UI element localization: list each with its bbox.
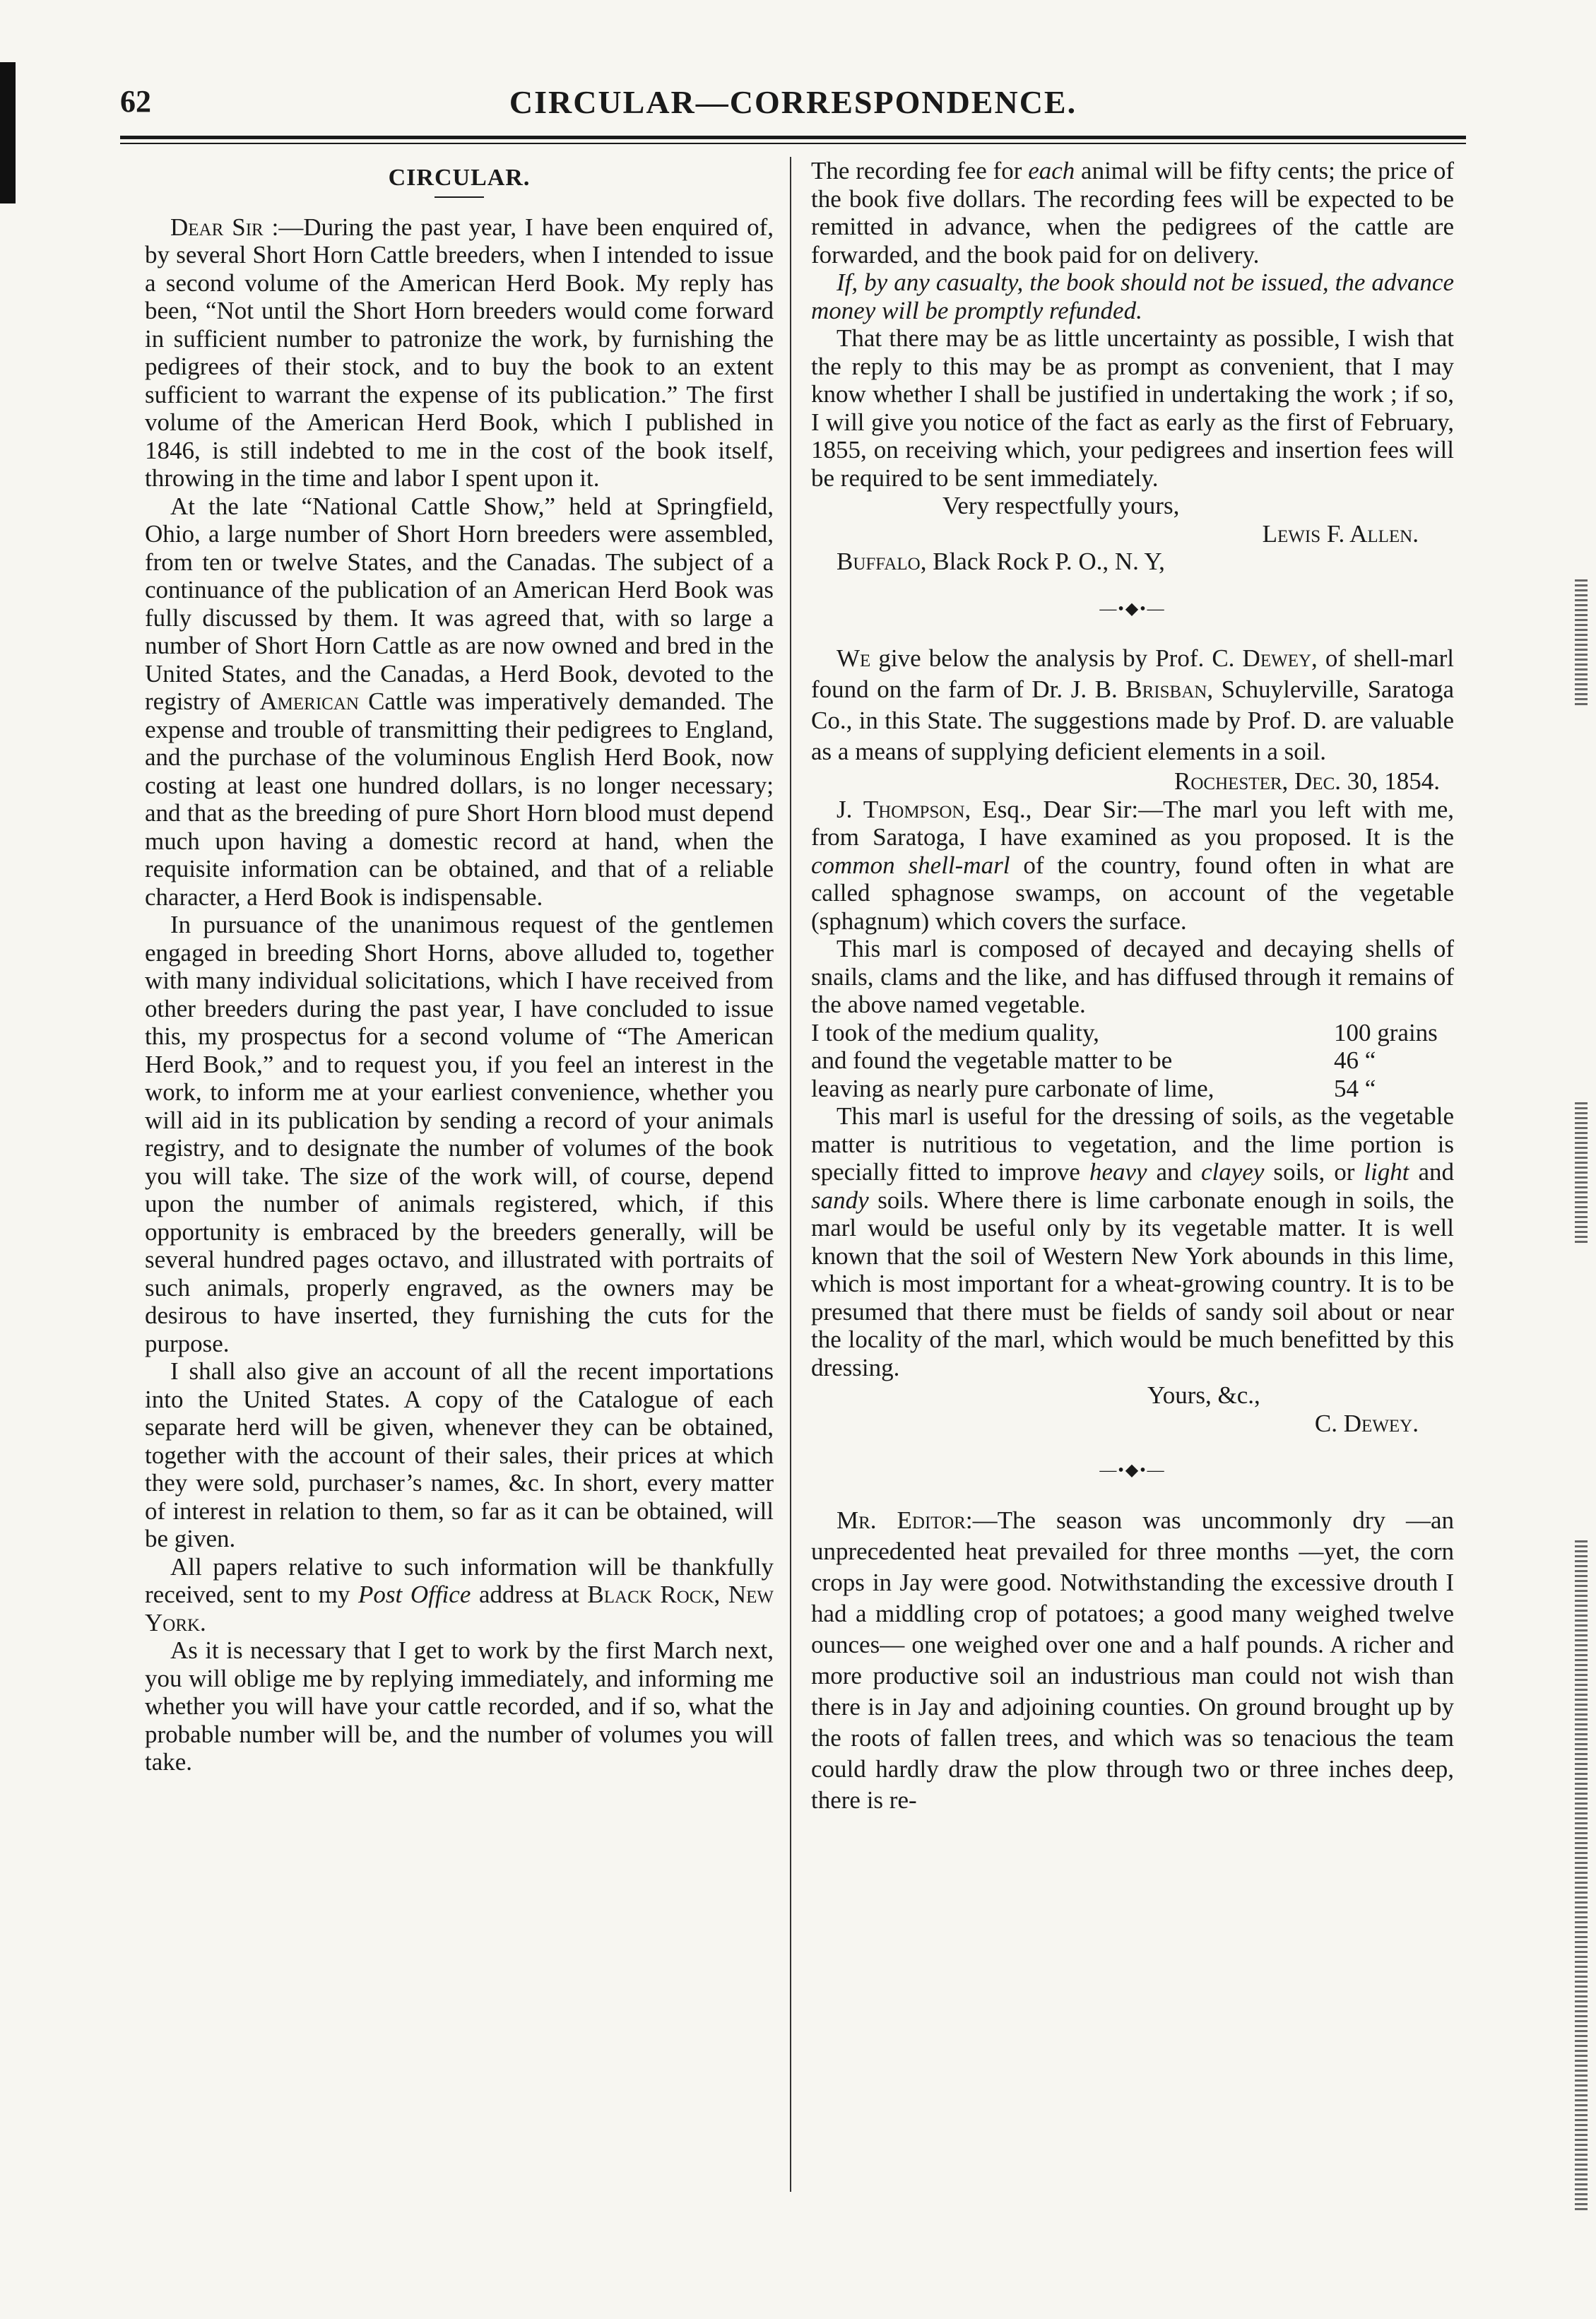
paragraph: Dear Sir :—During the past year, I have been enquired of, by several Short Horn Cattle breeders, when I intended to issue a second volume of the American Herd Book. My reply has been, “Not until the Short Horn breeders would come forward in sufficient number to patronize the work, by furnishing the pedigrees of their stock, and to buy the book to an extent sufficient to warrant the expense of its publication.” The first volume of the American Herd Book, which I published in 1846, is still indebted to me in the cost of the book itself, throwing in the time and labor I spent upon it.	[145, 213, 774, 492]
closing: Very respectfully yours,	[942, 492, 1180, 519]
signature: C. Dewey.	[1314, 1409, 1419, 1437]
paragraph: This marl is useful for the dressing of soils, as the vegetable matter is nutritious to vegetation, and the lime portion is specially fitted to improve heavy and clayey soils, or light and sandy soils. Where there is lime carbonate enough in soils, the marl would be useful only by its vegetable matter. It is well known that the soil of Western New York abounds in this lime, which is most important for a wheat-growing country. It is to be presumed that there must be fields of sandy soil about or near the locality of the marl, which would be much benefitted by this dressing.	[811, 1102, 1455, 1381]
edge-speckle	[1575, 579, 1588, 707]
edge-speckle	[1575, 1102, 1588, 1244]
section-heading: CIRCULAR.	[388, 165, 531, 191]
paragraph: This marl is composed of decayed and decaying shells of snails, clams and the like, and has diffused through it remains of the above named vegetable.	[811, 935, 1454, 1018]
paragraph: As it is necessary that I get to work by the first March next, you will oblige me by replying immediately, and informing me whether you will have your cattle recorded, and if so, what the probable number will be, and the number of volumes you will take.	[145, 1636, 774, 1776]
left-column	[145, 157, 774, 1776]
analysis-table	[811, 1019, 1454, 1103]
paragraph: The recording fee for each animal will be fifty cents; the price of the book five dollars. The recording fees will be expected to be remitted in advance, when the pedigrees of the cattle are forwarded, and the book paid for on delivery.	[811, 157, 1454, 269]
edge-speckle	[1575, 1540, 1588, 2212]
page-number: 62	[120, 84, 151, 119]
paragraph: Mr. Editor:—The season was uncommonly dry —an unprecedented heat prevailed for three months —yet, the corn crops in Jay were good. Notwithstanding the excessive drouth I had a middling crop of potatoes; a good many weighed twelve ounces— one weighed over one and a half pounds. A richer and more productive soil an industrious man could not wish than there is in Jay and adjoining counties. On ground brought up by the roots of fallen trees, and which was so tenacious the team could hardly draw the plow through two or three inches deep, there is re-	[811, 1506, 1454, 1814]
paragraph: That there may be as little uncertainty as possible, I wish that the reply to this may be as prompt as convenient, that I may know whether I shall be justified in undertaking the work ; if so, I will give you notice of the fact as early as the first of February, 1855, on receiving which, your pedigrees and insertion fees will be required to be sent immediately.	[811, 324, 1454, 492]
page-header	[120, 83, 1466, 133]
paragraph: If, by any casualty, the book should not be issued, the advance money will be promptly refunded.	[811, 269, 1454, 324]
paragraph: J. Thompson, Esq., Dear Sir:—The marl you left with me, from Saratoga, I have examined as you proposed. It is the common shell-marl of the country, found often in what are called sphagnose swamps, on account of the vegetable (sphagnum) which covers the surface.	[811, 795, 1455, 935]
separator-ornament: —•◆•—	[1099, 599, 1166, 618]
place-line: Buffalo, Black Rock P. O., N. Y,	[837, 548, 1165, 575]
table-row: I took of the medium quality, 100 grains	[811, 1018, 1438, 1046]
paragraph: At the late “National Cattle Show,” held at Springfield, Ohio, a large number of Short Horn breeders were assembled, from ten or twelve States, and the Canadas. The subject of a continuance of the publication of an American Herd Book was fully discussed by them. It was agreed that, with so large a number of Short Horn Cattle as are now owned and bred in the United States, and the Canadas, a Herd Book, devoted to the registry of American Cattle was imperatively demanded. The expense and trouble of transmitting their pedigrees to England, and the purchase of the voluminous English Herd Book, now costing at least one hundred dollars, is no longer necessary; and that as the breeding of pure Short Horn blood must depend much upon having a domestic record at hand, when the requisite information can be obtained, and that of a reliable character, a Herd Book is indispensable.	[145, 492, 774, 911]
editor-letter	[811, 1505, 1454, 1816]
separator-ornament: —•◆•—	[1099, 1461, 1166, 1480]
table-row: leaving as nearly pure carbonate of lime, 54 “	[811, 1074, 1376, 1102]
column-divider	[790, 157, 791, 2192]
right-column	[811, 157, 1454, 1816]
header-rule-thin	[120, 143, 1466, 144]
header-rule	[120, 136, 1466, 139]
paragraph: In pursuance of the unanimous request of the gentlemen engaged in breeding Short Horns, above alluded to, together with many individual solicitations, which I have received from other breeders during the past year, I have concluded to issue this, my prospectus for a second volume of “The American Herd Book,” and to request you, if you feel an interest in the work, to inform me at your earliest convenience, whether you will aid in its publication by sending a record of your animals registry, and to designate the number of volumes of the book you will take. The size of the work will, of course, depend upon the number of animals registered, which, if this opportunity is embraced by the breeders generally, will be several hundred pages octavo, and illustrated with portraits of such animals, properly engraved, as the owners may be desirous to have inserted, they furnishing the cuts for the purpose.	[145, 911, 774, 1357]
table-row: and found the vegetable matter to be 46 “	[811, 1046, 1376, 1074]
signature: Lewis F. Allen.	[1262, 519, 1419, 548]
salutation: Dear Sir	[170, 213, 264, 241]
paragraph: We give below the analysis by Prof. C. Dewey, of shell-marl found on the farm of Dr. J. B. Brisban, Schuylerville, Saratoga Co., in this State. The suggestions made by Prof. D. are valuable as a means of supplying deficient elements in a soil.	[811, 644, 1455, 765]
running-head: CIRCULAR—CORRESPONDENCE.	[509, 84, 1077, 120]
dateline: Rochester, Dec. 30, 1854.	[1174, 767, 1440, 795]
page-edge-mark	[0, 62, 16, 203]
paragraph: I shall also give an account of all the recent importations into the United States. A copy of the Catalogue of each separate herd will be given, whenever they can be obtained, together with the account of their sales, their prices at which they were sold, purchaser’s names, &c. In short, every matter of interest in relation to them, so far as it can be obtained, will be given.	[145, 1357, 774, 1552]
marl-article	[811, 643, 1454, 767]
paragraph: All papers relative to such information will be thankfully received, sent to my Post Office address at Black Rock, New York.	[145, 1552, 774, 1636]
heading-rule	[435, 196, 484, 198]
closing: Yours, &c.,	[1147, 1381, 1260, 1409]
